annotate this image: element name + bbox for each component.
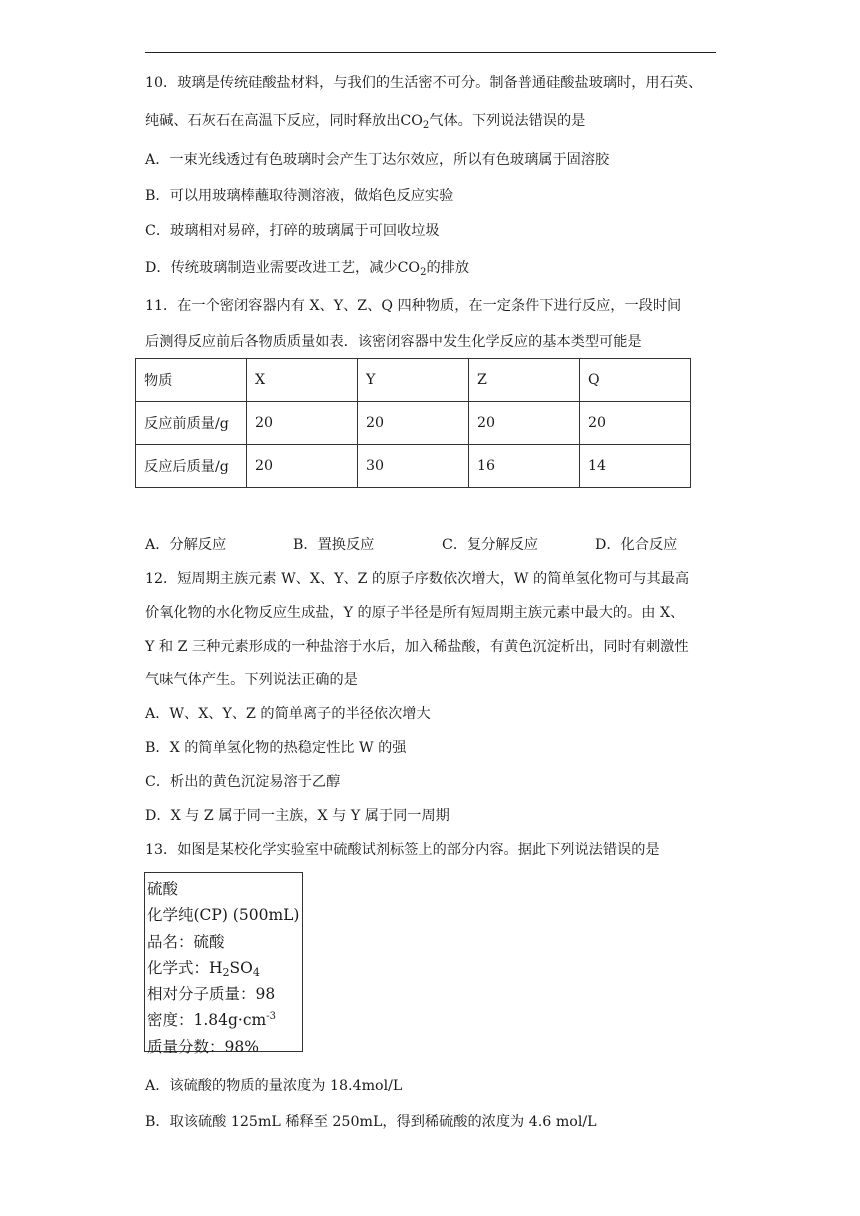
q10-option-d-pre: D．传统玻璃制造业需要改进工艺，减少 — [145, 260, 398, 276]
table-header-cell: Y — [358, 359, 469, 402]
table-header-cell: Q — [580, 359, 691, 402]
table-cell: 反应后质量/g — [136, 445, 247, 488]
q12-option-b: B．X 的简单氢化物的热稳定性比 W 的强 — [145, 740, 407, 756]
co2-formula: $CO_2$ — [400, 113, 430, 131]
label-formula: 化学式：$H_2SO_4$ — [147, 958, 260, 979]
label-product: 品名：硫酸 — [147, 932, 225, 951]
q10-option-c: C．玻璃相对易碎，打碎的玻璃属于可回收垃圾 — [145, 223, 440, 239]
table-cell: 20 — [580, 402, 691, 445]
q11-stem-line1: 11．在一个密闭容器内有 X、Y、Z、Q 四种物质，在一定条件下进行反应，一段时间 — [145, 298, 682, 314]
table-row — [136, 445, 691, 488]
q12-option-d: D．X 与 Z 属于同一主族，X 与 Y 属于同一周期 — [145, 808, 450, 824]
q10-option-a: A．一束光线透过有色玻璃时会产生丁达尔效应，所以有色玻璃属于固溶胶 — [145, 152, 610, 168]
q10-option-d — [145, 258, 469, 278]
q11-option-d: D．化合反应 — [595, 537, 678, 553]
q10-option-b: B．可以用玻璃棒蘸取待测溶液，做焰色反应实验 — [145, 188, 454, 204]
q12-option-c: C．析出的黄色沉淀易溶于乙醇 — [145, 774, 341, 790]
q10-stem-line1: 10．玻璃是传统硅酸盐材料，与我们的生活密不可分。制备普通硅酸盐玻璃时，用石英、 — [145, 75, 703, 91]
table-cell: 30 — [358, 445, 469, 488]
table-header-cell: 物质 — [136, 359, 247, 402]
label-mass-fraction: 质量分数：98% — [147, 1037, 259, 1056]
label-name: 硫酸 — [147, 880, 179, 898]
top-rule — [145, 52, 716, 53]
q12-stem-line1: 12．短周期主族元素 W、X、Y、Z 的原子序数依次增大，W 的简单氢化物可与其最高 — [145, 571, 690, 587]
q10-option-d-post: 的排放 — [426, 260, 470, 276]
q10-stem-line2-pre: 纯碱、石灰石在高温下反应，同时释放出 — [145, 113, 401, 129]
q13-option-b: B．取该硫酸 125mL 稀释至 250mL，得到稀硫酸的浓度为 4.6 mol/L — [145, 1114, 597, 1130]
label-molar-mass: 相对分子质量：98 — [147, 985, 276, 1004]
table-header-row — [136, 359, 691, 402]
q10-stem-line2 — [145, 111, 585, 131]
table-header-cell: Z — [469, 359, 580, 402]
table-header-cell: X — [247, 359, 358, 402]
q11-option-a: A．分解反应 — [145, 537, 227, 553]
table-cell: 20 — [247, 402, 358, 445]
q13-stem: 13．如图是某校化学实验室中硫酸试剂标签上的部分内容。据此下列说法错误的是 — [145, 842, 660, 858]
table-row — [136, 402, 691, 445]
table-cell: 20 — [469, 402, 580, 445]
label-density: 密度：$1.84g\cdot cm^{-3}$ — [147, 1011, 276, 1030]
mass-table — [135, 358, 691, 488]
q11-option-c: C．复分解反应 — [442, 537, 538, 553]
q12-stem-line3: Y 和 Z 三种元素形成的一种盐溶于水后，加入稀盐酸，有黄色沉淀析出，同时有刺激性 — [145, 639, 689, 655]
table-cell: 反应前质量/g — [136, 402, 247, 445]
q10-stem-line2-post: 气体。下列说法错误的是 — [429, 113, 586, 129]
q12-stem-line4: 气味气体产生。下列说法正确的是 — [145, 672, 358, 688]
co2-formula: $CO_2$ — [397, 260, 427, 278]
q12-stem-line2: 价氧化物的水化物反应生成盐，Y 的原子半径是所有短周期主族元素中最大的。由 X、 — [145, 605, 685, 621]
q12-option-a: A．W、X、Y、Z 的简单离子的半径依次增大 — [145, 706, 431, 722]
table-cell: 14 — [580, 445, 691, 488]
table-cell: 20 — [247, 445, 358, 488]
table-cell: 20 — [358, 402, 469, 445]
reagent-label — [144, 872, 303, 1056]
q11-option-b: B．置换反应 — [293, 537, 375, 553]
q13-option-a: A．该硫酸的物质的量浓度为 18.4mol/L — [145, 1078, 403, 1094]
table-cell: 16 — [469, 445, 580, 488]
q11-stem-line2: 后测得反应前后各物质质量如表．该密闭容器中发生化学反应的基本类型可能是 — [145, 334, 642, 350]
label-grade: 化学纯(CP) (500mL) — [147, 906, 300, 925]
